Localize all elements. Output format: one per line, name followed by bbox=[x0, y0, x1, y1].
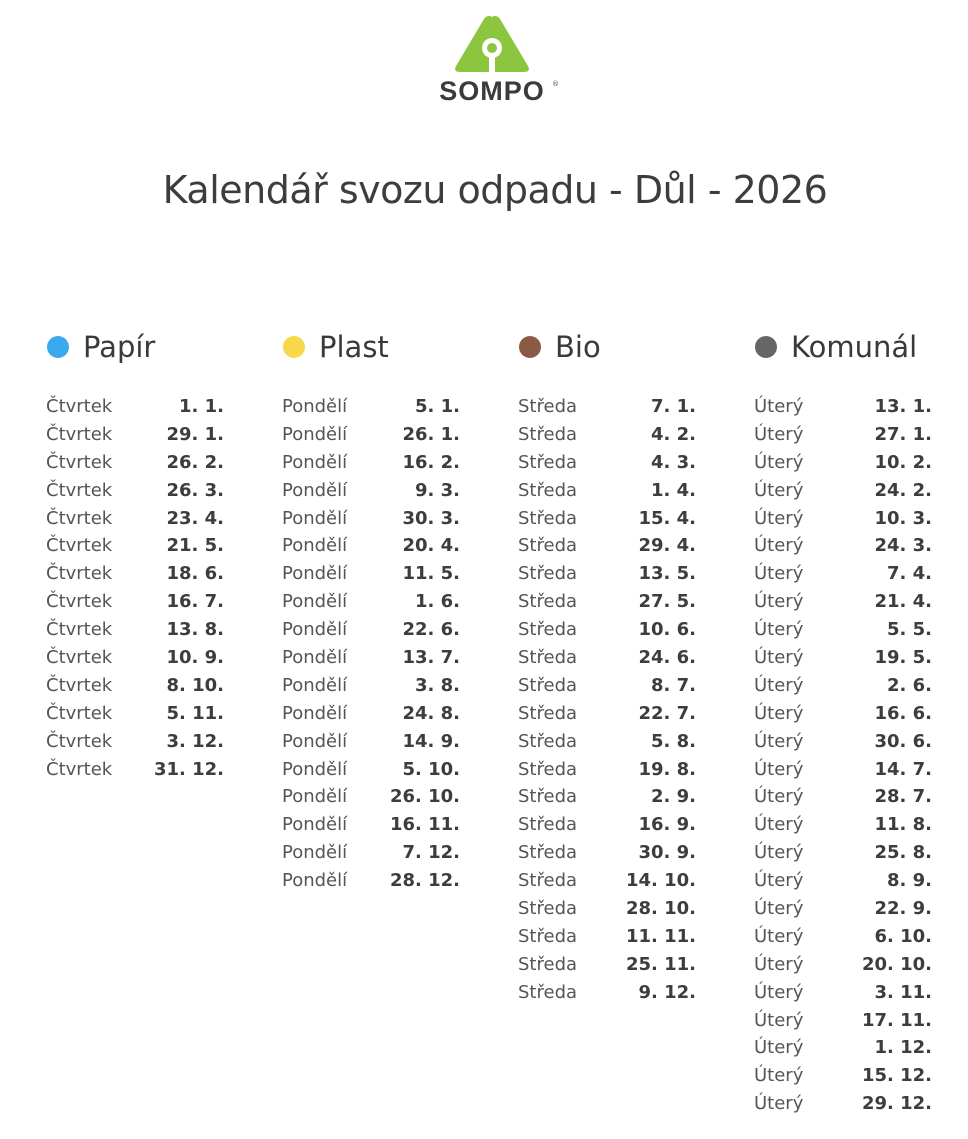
pickup-date: 26. 1. bbox=[402, 423, 460, 445]
pickup-date: 22. 9. bbox=[874, 898, 932, 920]
pickup-date: 24. 8. bbox=[402, 702, 460, 724]
pickup-date: 9. 3. bbox=[415, 479, 460, 501]
weekday: Čtvrtek bbox=[46, 479, 113, 501]
date-row bbox=[518, 951, 696, 979]
pickup-date: 4. 3. bbox=[651, 451, 696, 473]
weekday: Středa bbox=[518, 730, 578, 752]
date-row bbox=[46, 700, 224, 728]
pickup-date: 30. 6. bbox=[874, 730, 932, 752]
date-row bbox=[518, 588, 696, 616]
weekday: Pondělí bbox=[282, 730, 348, 752]
weekday: Čtvrtek bbox=[46, 730, 113, 752]
pickup-date: 30. 9. bbox=[638, 842, 696, 864]
pickup-date: 15. 12. bbox=[861, 1065, 932, 1087]
pickup-date: 8. 7. bbox=[651, 674, 696, 696]
logo-text: SOMPO bbox=[439, 76, 545, 106]
date-row bbox=[754, 505, 932, 533]
pickup-date: 13. 5. bbox=[638, 563, 696, 585]
column-label: Bio bbox=[555, 330, 601, 364]
date-row bbox=[46, 756, 224, 784]
weekday: Pondělí bbox=[282, 674, 348, 696]
weekday: Středa bbox=[518, 758, 578, 780]
pickup-date: 13. 1. bbox=[874, 396, 932, 417]
date-row bbox=[46, 588, 224, 616]
weekday: Středa bbox=[518, 451, 578, 473]
waste-column-komunál bbox=[754, 326, 932, 1118]
pickup-date: 3. 12. bbox=[166, 730, 224, 752]
date-row bbox=[282, 783, 460, 811]
weekday: Pondělí bbox=[282, 591, 348, 613]
pickup-date: 5. 1. bbox=[415, 396, 460, 417]
pickup-date: 16. 6. bbox=[874, 702, 932, 724]
weekday: Středa bbox=[518, 814, 578, 836]
pickup-date: 24. 6. bbox=[638, 647, 696, 669]
date-row bbox=[46, 449, 224, 477]
weekday: Čtvrtek bbox=[46, 758, 113, 780]
pickup-date: 5. 8. bbox=[651, 730, 696, 752]
date-row bbox=[754, 560, 932, 588]
date-row bbox=[754, 700, 932, 728]
date-row bbox=[518, 979, 696, 1007]
date-row bbox=[754, 756, 932, 784]
weekday: Středa bbox=[518, 953, 578, 975]
weekday: Úterý bbox=[754, 898, 804, 920]
date-row bbox=[518, 811, 696, 839]
pickup-date: 7. 1. bbox=[651, 396, 696, 417]
date-row bbox=[518, 923, 696, 951]
date-row bbox=[282, 756, 460, 784]
date-row bbox=[754, 449, 932, 477]
pickup-date: 27. 1. bbox=[874, 423, 932, 445]
date-row bbox=[754, 588, 932, 616]
pickup-date: 13. 8. bbox=[166, 619, 224, 641]
column-header bbox=[754, 326, 932, 368]
date-row bbox=[518, 505, 696, 533]
pickup-date: 25. 8. bbox=[874, 842, 932, 864]
weekday: Pondělí bbox=[282, 814, 348, 836]
weekday: Úterý bbox=[754, 647, 804, 669]
pickup-date: 3. 8. bbox=[415, 674, 460, 696]
date-row bbox=[46, 560, 224, 588]
pickup-date: 5. 11. bbox=[166, 702, 224, 724]
weekday: Čtvrtek bbox=[46, 535, 113, 557]
weekday: Pondělí bbox=[282, 451, 348, 473]
date-row bbox=[518, 560, 696, 588]
date-row bbox=[754, 532, 932, 560]
date-row bbox=[754, 783, 932, 811]
weekday: Čtvrtek bbox=[46, 451, 113, 473]
weekday: Úterý bbox=[754, 591, 804, 613]
pickup-date: 1. 1. bbox=[179, 396, 224, 417]
weekday: Úterý bbox=[754, 563, 804, 585]
weekday: Pondělí bbox=[282, 535, 348, 557]
weekday: Středa bbox=[518, 647, 578, 669]
pickup-date: 14. 7. bbox=[874, 758, 932, 780]
date-row bbox=[282, 728, 460, 756]
weekday: Čtvrtek bbox=[46, 647, 113, 669]
waste-column-papír bbox=[46, 326, 224, 783]
weekday: Středa bbox=[518, 981, 578, 1003]
weekday: Úterý bbox=[754, 423, 804, 445]
weekday: Středa bbox=[518, 925, 578, 947]
date-row bbox=[46, 532, 224, 560]
weekday: Čtvrtek bbox=[46, 563, 113, 585]
weekday: Úterý bbox=[754, 953, 804, 975]
pickup-date: 26. 10. bbox=[389, 786, 460, 808]
date-row bbox=[282, 560, 460, 588]
date-row bbox=[282, 477, 460, 505]
waste-column-plast bbox=[282, 326, 460, 895]
date-row bbox=[754, 867, 932, 895]
weekday: Středa bbox=[518, 870, 578, 892]
weekday: Pondělí bbox=[282, 396, 348, 417]
pickup-date: 16. 11. bbox=[389, 814, 460, 836]
pickup-date: 2. 6. bbox=[887, 674, 932, 696]
pickup-date: 29. 12. bbox=[861, 1093, 932, 1115]
column-header bbox=[282, 326, 460, 368]
weekday: Úterý bbox=[754, 758, 804, 780]
date-row bbox=[518, 839, 696, 867]
pickup-date: 9. 12. bbox=[638, 981, 696, 1003]
date-row bbox=[754, 1007, 932, 1035]
pickup-date: 10. 2. bbox=[874, 451, 932, 473]
date-row bbox=[282, 616, 460, 644]
date-row bbox=[754, 811, 932, 839]
weekday: Pondělí bbox=[282, 479, 348, 501]
weekday: Středa bbox=[518, 898, 578, 920]
pickup-date: 10. 6. bbox=[638, 619, 696, 641]
weekday: Úterý bbox=[754, 842, 804, 864]
weekday: Čtvrtek bbox=[46, 396, 113, 417]
weekday: Středa bbox=[518, 674, 578, 696]
date-row bbox=[282, 532, 460, 560]
weekday: Středa bbox=[518, 535, 578, 557]
date-row bbox=[754, 839, 932, 867]
pickup-date: 10. 9. bbox=[166, 647, 224, 669]
pickup-date: 15. 4. bbox=[638, 507, 696, 529]
date-row bbox=[754, 1062, 932, 1090]
date-row bbox=[518, 700, 696, 728]
pickup-date: 24. 3. bbox=[874, 535, 932, 557]
date-row bbox=[46, 505, 224, 533]
pickup-date: 28. 12. bbox=[389, 870, 460, 892]
pickup-date: 21. 5. bbox=[166, 535, 224, 557]
date-list bbox=[518, 393, 696, 1007]
date-row bbox=[754, 979, 932, 1007]
pickup-date: 23. 4. bbox=[166, 507, 224, 529]
weekday: Úterý bbox=[754, 451, 804, 473]
weekday: Úterý bbox=[754, 1037, 804, 1059]
pickup-date: 27. 5. bbox=[638, 591, 696, 613]
pickup-date: 19. 5. bbox=[874, 647, 932, 669]
pickup-date: 14. 9. bbox=[402, 730, 460, 752]
date-row bbox=[282, 449, 460, 477]
pickup-date: 29. 1. bbox=[166, 423, 224, 445]
date-row bbox=[518, 728, 696, 756]
pickup-date: 25. 11. bbox=[625, 953, 696, 975]
date-row bbox=[754, 672, 932, 700]
weekday: Pondělí bbox=[282, 423, 348, 445]
color-dot-icon bbox=[755, 336, 777, 358]
weekday: Úterý bbox=[754, 981, 804, 1003]
date-row bbox=[754, 923, 932, 951]
pickup-date: 11. 11. bbox=[625, 925, 696, 947]
date-row bbox=[754, 477, 932, 505]
weekday: Úterý bbox=[754, 1093, 804, 1115]
date-row bbox=[518, 532, 696, 560]
pickup-date: 7. 4. bbox=[887, 563, 932, 585]
pickup-date: 22. 7. bbox=[638, 702, 696, 724]
date-row bbox=[518, 477, 696, 505]
color-dot-icon bbox=[47, 336, 69, 358]
date-row bbox=[518, 616, 696, 644]
pickup-date: 29. 4. bbox=[638, 535, 696, 557]
pickup-date: 10. 3. bbox=[874, 507, 932, 529]
date-row bbox=[754, 895, 932, 923]
weekday: Úterý bbox=[754, 396, 804, 417]
date-row bbox=[518, 756, 696, 784]
pickup-date: 20. 10. bbox=[861, 953, 932, 975]
date-row bbox=[754, 393, 932, 421]
weekday: Pondělí bbox=[282, 563, 348, 585]
date-row bbox=[518, 867, 696, 895]
column-header bbox=[46, 326, 224, 368]
color-dot-icon bbox=[519, 336, 541, 358]
date-row bbox=[46, 421, 224, 449]
pickup-date: 24. 2. bbox=[874, 479, 932, 501]
weekday: Úterý bbox=[754, 702, 804, 724]
date-row bbox=[754, 421, 932, 449]
date-row bbox=[518, 783, 696, 811]
date-row bbox=[754, 1090, 932, 1118]
weekday: Úterý bbox=[754, 674, 804, 696]
pickup-date: 5. 5. bbox=[887, 619, 932, 641]
date-row bbox=[282, 644, 460, 672]
date-row bbox=[46, 477, 224, 505]
pickup-date: 6. 10. bbox=[874, 925, 932, 947]
pickup-date: 16. 2. bbox=[402, 451, 460, 473]
date-row bbox=[518, 672, 696, 700]
pickup-date: 21. 4. bbox=[874, 591, 932, 613]
date-row bbox=[518, 644, 696, 672]
weekday: Úterý bbox=[754, 479, 804, 501]
column-label: Papír bbox=[83, 330, 156, 364]
pickup-date: 16. 9. bbox=[638, 814, 696, 836]
column-label: Komunál bbox=[791, 330, 918, 364]
date-row bbox=[282, 839, 460, 867]
weekday: Úterý bbox=[754, 619, 804, 641]
date-row bbox=[518, 421, 696, 449]
date-row bbox=[46, 672, 224, 700]
pickup-date: 13. 7. bbox=[402, 647, 460, 669]
date-row bbox=[754, 616, 932, 644]
weekday: Čtvrtek bbox=[46, 591, 113, 613]
pickup-date: 8. 9. bbox=[887, 870, 932, 892]
pickup-date: 1. 4. bbox=[651, 479, 696, 501]
date-row bbox=[518, 895, 696, 923]
weekday: Pondělí bbox=[282, 870, 348, 892]
weekday: Úterý bbox=[754, 814, 804, 836]
date-row bbox=[754, 1034, 932, 1062]
weekday: Úterý bbox=[754, 730, 804, 752]
pickup-date: 20. 4. bbox=[402, 535, 460, 557]
pickup-date: 1. 12. bbox=[874, 1037, 932, 1059]
pickup-date: 3. 11. bbox=[874, 981, 932, 1003]
weekday: Středa bbox=[518, 507, 578, 529]
pickup-date: 19. 8. bbox=[638, 758, 696, 780]
pickup-date: 5. 10. bbox=[402, 758, 460, 780]
date-row bbox=[46, 644, 224, 672]
logo-triangle-icon bbox=[430, 14, 554, 76]
date-list bbox=[282, 393, 460, 895]
weekday: Čtvrtek bbox=[46, 702, 113, 724]
pickup-date: 26. 3. bbox=[166, 479, 224, 501]
weekday: Pondělí bbox=[282, 702, 348, 724]
weekday: Pondělí bbox=[282, 619, 348, 641]
pickup-date: 1. 6. bbox=[415, 591, 460, 613]
registered-mark: ® bbox=[552, 80, 559, 88]
page-title: Kalendář svozu odpadu - Důl - 2026 bbox=[162, 168, 828, 212]
date-row bbox=[754, 728, 932, 756]
weekday: Středa bbox=[518, 591, 578, 613]
weekday: Středa bbox=[518, 842, 578, 864]
date-row bbox=[754, 951, 932, 979]
weekday: Úterý bbox=[754, 925, 804, 947]
pickup-date: 31. 12. bbox=[153, 758, 224, 780]
weekday: Středa bbox=[518, 619, 578, 641]
date-row bbox=[518, 393, 696, 421]
pickup-date: 18. 6. bbox=[166, 563, 224, 585]
date-row bbox=[282, 393, 460, 421]
weekday: Středa bbox=[518, 786, 578, 808]
pickup-date: 30. 3. bbox=[402, 507, 460, 529]
pickup-date: 26. 2. bbox=[166, 451, 224, 473]
date-row bbox=[46, 616, 224, 644]
weekday: Čtvrtek bbox=[46, 507, 113, 529]
weekday: Středa bbox=[518, 563, 578, 585]
pickup-date: 4. 2. bbox=[651, 423, 696, 445]
column-header bbox=[518, 326, 696, 368]
date-row bbox=[282, 700, 460, 728]
weekday: Pondělí bbox=[282, 786, 348, 808]
waste-column-bio bbox=[518, 326, 696, 1007]
pickup-date: 14. 10. bbox=[625, 870, 696, 892]
pickup-date: 2. 9. bbox=[651, 786, 696, 808]
date-row bbox=[518, 449, 696, 477]
weekday: Středa bbox=[518, 702, 578, 724]
weekday: Pondělí bbox=[282, 758, 348, 780]
pickup-date: 28. 7. bbox=[874, 786, 932, 808]
weekday: Čtvrtek bbox=[46, 423, 113, 445]
date-row bbox=[754, 644, 932, 672]
weekday: Středa bbox=[518, 423, 578, 445]
weekday: Úterý bbox=[754, 535, 804, 557]
weekday: Čtvrtek bbox=[46, 619, 113, 641]
date-row bbox=[46, 393, 224, 421]
date-row bbox=[282, 421, 460, 449]
pickup-date: 17. 11. bbox=[861, 1009, 932, 1031]
sompo-logo bbox=[430, 14, 560, 106]
weekday: Úterý bbox=[754, 786, 804, 808]
pickup-date: 11. 8. bbox=[874, 814, 932, 836]
weekday: Středa bbox=[518, 396, 578, 417]
pickup-date: 22. 6. bbox=[402, 619, 460, 641]
date-row bbox=[282, 867, 460, 895]
weekday: Pondělí bbox=[282, 647, 348, 669]
weekday: Čtvrtek bbox=[46, 674, 113, 696]
color-dot-icon bbox=[283, 336, 305, 358]
pickup-date: 7. 12. bbox=[402, 842, 460, 864]
column-label: Plast bbox=[319, 330, 389, 364]
weekday: Úterý bbox=[754, 1009, 804, 1031]
date-row bbox=[282, 588, 460, 616]
date-row bbox=[282, 505, 460, 533]
date-list bbox=[754, 393, 932, 1118]
pickup-date: 16. 7. bbox=[166, 591, 224, 613]
date-row bbox=[282, 672, 460, 700]
weekday: Úterý bbox=[754, 507, 804, 529]
weekday: Pondělí bbox=[282, 507, 348, 529]
weekday: Úterý bbox=[754, 1065, 804, 1087]
weekday: Pondělí bbox=[282, 842, 348, 864]
date-list bbox=[46, 393, 224, 783]
pickup-date: 11. 5. bbox=[402, 563, 460, 585]
date-row bbox=[46, 728, 224, 756]
date-row bbox=[282, 811, 460, 839]
weekday: Úterý bbox=[754, 870, 804, 892]
weekday: Středa bbox=[518, 479, 578, 501]
pickup-date: 8. 10. bbox=[166, 674, 224, 696]
pickup-date: 28. 10. bbox=[625, 898, 696, 920]
